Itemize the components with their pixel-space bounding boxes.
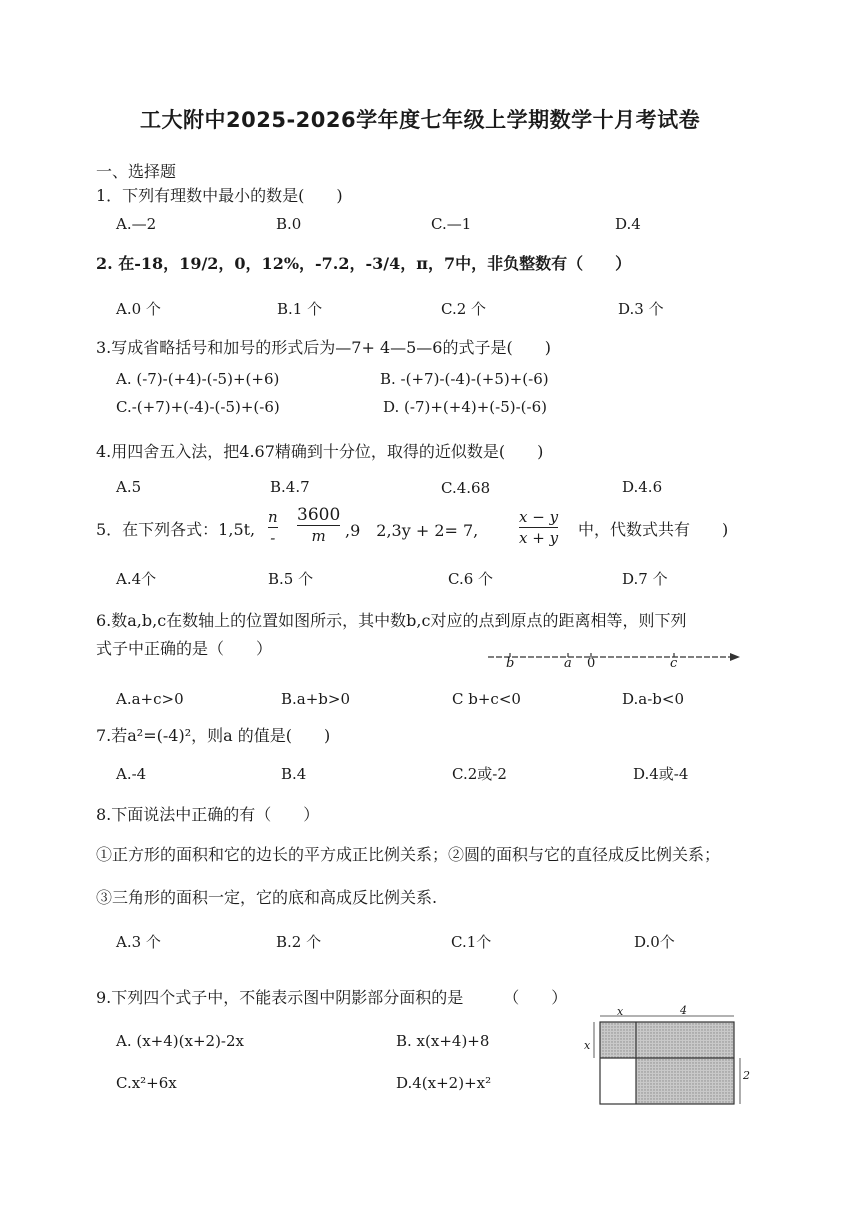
question-7-stem: 7.若a²=(-4)²，则a 的值是( ) bbox=[96, 726, 331, 745]
figure-label-right-2: 2 bbox=[743, 1069, 750, 1082]
axis-label-origin: 0 bbox=[587, 656, 596, 671]
question-1-stem: 1．下列有理数中最小的数是( ) bbox=[96, 186, 343, 205]
q5-fraction-3-numerator: x − y bbox=[519, 508, 559, 526]
q5-option-c: C.6 个 bbox=[448, 570, 494, 588]
q5-fraction-1-numerator: n bbox=[268, 508, 278, 526]
figure-label-top-x: x bbox=[617, 1005, 624, 1018]
q8-option-c: C.1个 bbox=[451, 933, 492, 951]
number-line-figure bbox=[484, 647, 744, 677]
q3-option-d: D. (-7)+(+4)+(-5)-(-6) bbox=[383, 398, 547, 416]
q8-option-d: D.0个 bbox=[634, 933, 675, 951]
q5-option-a: A.4个 bbox=[116, 570, 157, 588]
section-heading: 一、选择题 bbox=[96, 162, 177, 181]
q1-option-b: B.0 bbox=[276, 215, 302, 233]
question-3-stem: 3.写成省略括号和加号的形式后为—7+ 4—5—6的式子是( ) bbox=[96, 338, 551, 357]
figure-label-top-4: 4 bbox=[680, 1004, 687, 1017]
q1-option-d: D.4 bbox=[615, 215, 641, 233]
q5-option-d: D.7 个 bbox=[622, 570, 668, 588]
q4-option-b: B.4.7 bbox=[270, 478, 310, 496]
q9-option-b: B. x(x+4)+8 bbox=[396, 1032, 490, 1050]
shaded-region-right bbox=[636, 1022, 734, 1104]
q4-option-c: C.4.68 bbox=[441, 479, 491, 497]
question-5-middle: ,9 2,3y + 2= 7, bbox=[345, 521, 479, 540]
q3-option-a: A. (-7)-(+4)-(-5)+(+6) bbox=[116, 370, 280, 388]
axis-label-a: a bbox=[564, 656, 572, 671]
q5-fraction-2 bbox=[297, 506, 340, 545]
q5-fraction-2-denominator: m bbox=[311, 527, 326, 545]
q7-option-c: C.2或-2 bbox=[452, 765, 507, 783]
q5-fraction-2-numerator: 3600 bbox=[297, 505, 341, 525]
q7-option-d: D.4或-4 bbox=[633, 765, 689, 783]
question-8-statement-3: ③三角形的面积一定，它的底和高成反比例关系. bbox=[96, 888, 438, 907]
q4-option-d: D.4.6 bbox=[622, 478, 663, 496]
question-4-stem: 4.用四舍五入法，把4.67精确到十分位，取得的近似数是( ) bbox=[96, 442, 544, 461]
q3-option-b: B. -(+7)-(-4)-(+5)+(-6) bbox=[380, 370, 549, 388]
q1-option-c: C.—1 bbox=[431, 215, 472, 233]
figure-label-left-x: x bbox=[584, 1039, 591, 1052]
number-line-arrow bbox=[730, 653, 740, 661]
question-5-prefix: 5．在下列各式：1,5t, bbox=[96, 520, 256, 539]
question-6-stem-line-1: 6.数a,b,c在数轴上的位置如图所示，其中数b,c对应的点到原点的距离相等，则下列 bbox=[96, 611, 687, 630]
question-2-stem: 2. 在-18，19/2，0，12%，-7.2，-3/4，π，7中，非负整数有（ ） bbox=[96, 254, 632, 273]
question-8-statement-1-2: ①正方形的面积和它的边长的平方成正比例关系；②圆的面积与它的直径成反比例关系； bbox=[96, 845, 721, 864]
shaded-region-square bbox=[600, 1022, 636, 1058]
q6-option-a: A.a+c>0 bbox=[116, 690, 184, 708]
q9-option-c: C.x²+6x bbox=[116, 1074, 177, 1092]
q2-option-d: D.3 个 bbox=[618, 300, 664, 318]
q2-option-a: A.0 个 bbox=[116, 300, 161, 318]
question-6-stem-line-2: 式子中正确的是（ ） bbox=[96, 639, 273, 658]
q2-option-b: B.1 个 bbox=[277, 300, 323, 318]
axis-label-c: c bbox=[670, 656, 678, 671]
q6-option-b: B.a+b>0 bbox=[281, 690, 351, 708]
q5-fraction-1-denominator: - bbox=[270, 529, 276, 547]
exam-title: 工大附中2025-2026学年度七年级上学期数学十月考试卷 bbox=[140, 108, 701, 132]
q1-option-a: A.—2 bbox=[116, 215, 157, 233]
q4-option-a: A.5 bbox=[116, 478, 142, 496]
q5-option-b: B.5 个 bbox=[268, 570, 314, 588]
q6-option-c: C b+c<0 bbox=[452, 690, 521, 708]
q5-fraction-3 bbox=[519, 508, 558, 547]
q7-option-a: A.-4 bbox=[116, 765, 147, 783]
question-5-suffix: 中，代数式共有 ) bbox=[578, 520, 729, 539]
q2-option-c: C.2 个 bbox=[441, 300, 487, 318]
shaded-area-figure bbox=[590, 1005, 750, 1108]
q6-option-d: D.a-b<0 bbox=[622, 690, 684, 708]
q5-fraction-1 bbox=[268, 508, 278, 547]
q8-option-a: A.3 个 bbox=[116, 933, 161, 951]
q7-option-b: B.4 bbox=[281, 765, 307, 783]
q8-option-b: B.2 个 bbox=[276, 933, 322, 951]
q5-fraction-3-denominator: x + y bbox=[519, 529, 559, 547]
q9-option-d: D.4(x+2)+x² bbox=[396, 1074, 492, 1092]
question-8-stem: 8.下面说法中正确的有（ ） bbox=[96, 805, 320, 824]
q9-option-a: A. (x+4)(x+2)-2x bbox=[116, 1032, 244, 1050]
q3-option-c: C.-(+7)+(-4)-(-5)+(-6) bbox=[116, 398, 280, 416]
question-9-stem: 9.下列四个式子中，不能表示图中阴影部分面积的是 （ ） bbox=[96, 988, 568, 1007]
axis-label-b: b bbox=[506, 656, 515, 671]
